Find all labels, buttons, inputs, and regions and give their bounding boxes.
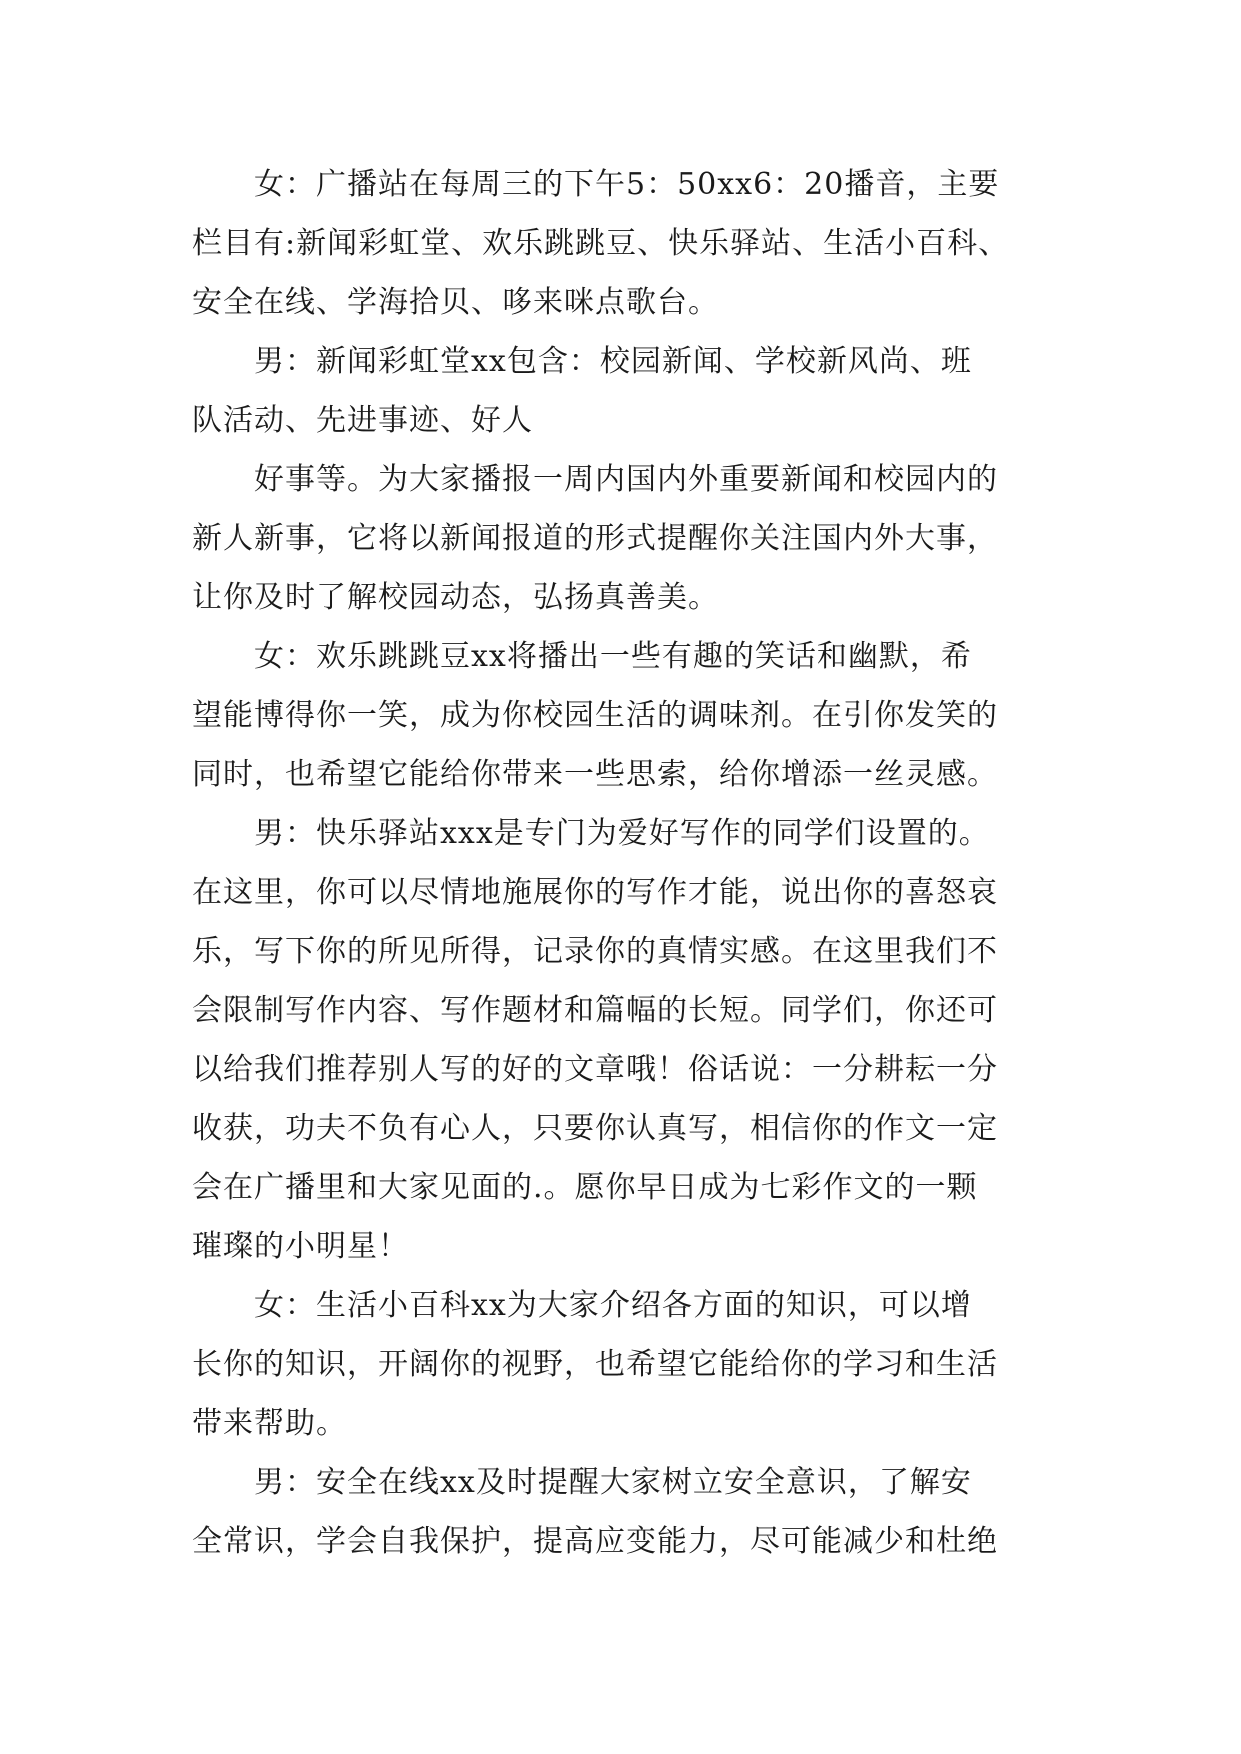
paragraph-line: 队活动、先进事迹、好人: [192, 403, 533, 438]
paragraph-line: 全常识，学会自我保护，提高应变能力，尽可能减少和杜绝: [192, 1524, 998, 1559]
paragraph-line: 女：生活小百科xx为大家介绍各方面的知识，可以增: [254, 1288, 972, 1323]
paragraph-line: 男：安全在线xx及时提醒大家树立安全意识，了解安: [254, 1465, 972, 1500]
paragraph-line: 女：欢乐跳跳豆xx将播出一些有趣的笑话和幽默，希: [254, 639, 972, 674]
paragraph-line: 在这里，你可以尽情地施展你的写作才能，说出你的喜怒哀: [192, 875, 998, 910]
paragraph-line: 以给我们推荐别人写的好的文章哦！俗话说：一分耕耘一分: [192, 1052, 998, 1087]
paragraph-line: 带来帮助。: [192, 1406, 347, 1441]
paragraph-line: 会在广播里和大家见面的.。愿你早日成为七彩作文的一颗: [192, 1170, 978, 1205]
paragraph-line: 长你的知识，开阔你的视野，也希望它能给你的学习和生活: [192, 1347, 998, 1382]
paragraph-line: 同时，也希望它能给你带来一些思索，给你增添一丝灵感。: [192, 757, 998, 792]
paragraph-line: 望能博得你一笑，成为你校园生活的调味剂。在引你发笑的: [192, 698, 998, 733]
paragraph-line: 让你及时了解校园动态，弘扬真善美。: [192, 580, 719, 615]
document-body: [192, 155, 1072, 1571]
paragraph-line: 乐，写下你的所见所得，记录你的真情实感。在这里我们不: [192, 934, 998, 969]
paragraph-line: 安全在线、学海拾贝、哆来咪点歌台。: [192, 285, 719, 320]
paragraph-line: 男：快乐驿站xxx是专门为爱好写作的同学们设置的。: [254, 816, 990, 851]
paragraph-line: 会限制写作内容、写作题材和篇幅的长短。同学们，你还可: [192, 993, 998, 1028]
paragraph-line: 男：新闻彩虹堂xx包含：校园新闻、学校新风尚、班: [254, 344, 972, 379]
paragraph-line: 好事等。为大家播报一周内国内外重要新闻和校园内的: [254, 462, 998, 497]
paragraph-line: 女：广播站在每周三的下午5：50xx6：20播音，主要: [254, 167, 1000, 202]
paragraph-line: 栏目有:新闻彩虹堂、欢乐跳跳豆、快乐驿站、生活小百科、: [192, 226, 1010, 261]
paragraph-line: 璀璨的小明星！: [192, 1229, 409, 1264]
paragraph-line: 收获，功夫不负有心人，只要你认真写，相信你的作文一定: [192, 1111, 998, 1146]
paragraph-line: 新人新事，它将以新闻报道的形式提醒你关注国内外大事，: [192, 521, 998, 556]
